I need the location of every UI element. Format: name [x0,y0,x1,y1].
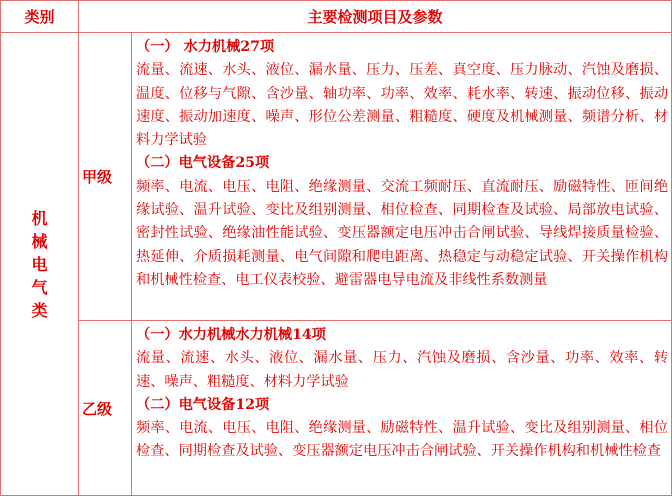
section-title: （一）水力机械水力机械14项 [136,327,326,343]
category-char: 电 [31,254,48,274]
header-main: 主要检测项目及参数 [79,1,672,33]
section-items: 流量、流速、水头、液位、漏水量、压力、压差、真空度、压力脉动、汽蚀及磨损、温度、位移与气隙、含沙量、轴功率、功率、效率、耗水率、转速、振动位移、振动速度、振动加速度、噪声、形位公差测量、粗糙度、硬度及机械测量、频谱分析、材料力学试验 [136,62,669,149]
section-items: 频率、电流、电压、电阻、绝缘测量、励磁特性、温升试验、变比及组别测量、相位检查、同期检查及试验、变压器额定电压冲击合闸试验、开关操作机构和机械性检查 [136,420,669,460]
header-row [1,1,672,33]
category-cell [1,33,79,496]
section-items: 流量、流速、水头、液位、漏水量、压力、汽蚀及磨损、含沙量、功率、效率、转速、噪声、粗糙度、材料力学试验 [136,350,669,390]
category-char: 气 [31,277,48,297]
category-char: 类 [31,300,48,320]
grade-content-b [132,321,672,496]
category-char: 机 [31,208,48,228]
section-title: （一） 水力机械27项 [136,39,275,55]
grade-row-b [1,321,672,496]
section-title: （二）电气设备25项 [136,155,270,172]
grade-content-a [132,33,672,321]
header-category: 类别 [1,1,79,33]
grade-label-b: 乙级 [79,321,132,496]
category-char: 械 [31,231,48,251]
grade-row-a [1,33,672,321]
grade-label-a: 甲级 [79,33,132,321]
section-title: （二）电气设备12项 [136,396,270,413]
section-items: 频率、电流、电压、电阻、绝缘测量、交流工频耐压、直流耐压、励磁特性、匝间绝缘试验、温升试验、变比及组别测量、相位检查、同期检查及试验、局部放电试验、密封性试验、绝缘油性能试验、变压器额定电压冲击合闸试验、导线焊接质量检验、热延伸、介质损耗测量、电气间隙和爬电距离、热稳定与动稳定试验、开关操作机构和机械性检查、电工仪表校验、避雷器电导电流及非线性系数测量 [136,178,669,288]
